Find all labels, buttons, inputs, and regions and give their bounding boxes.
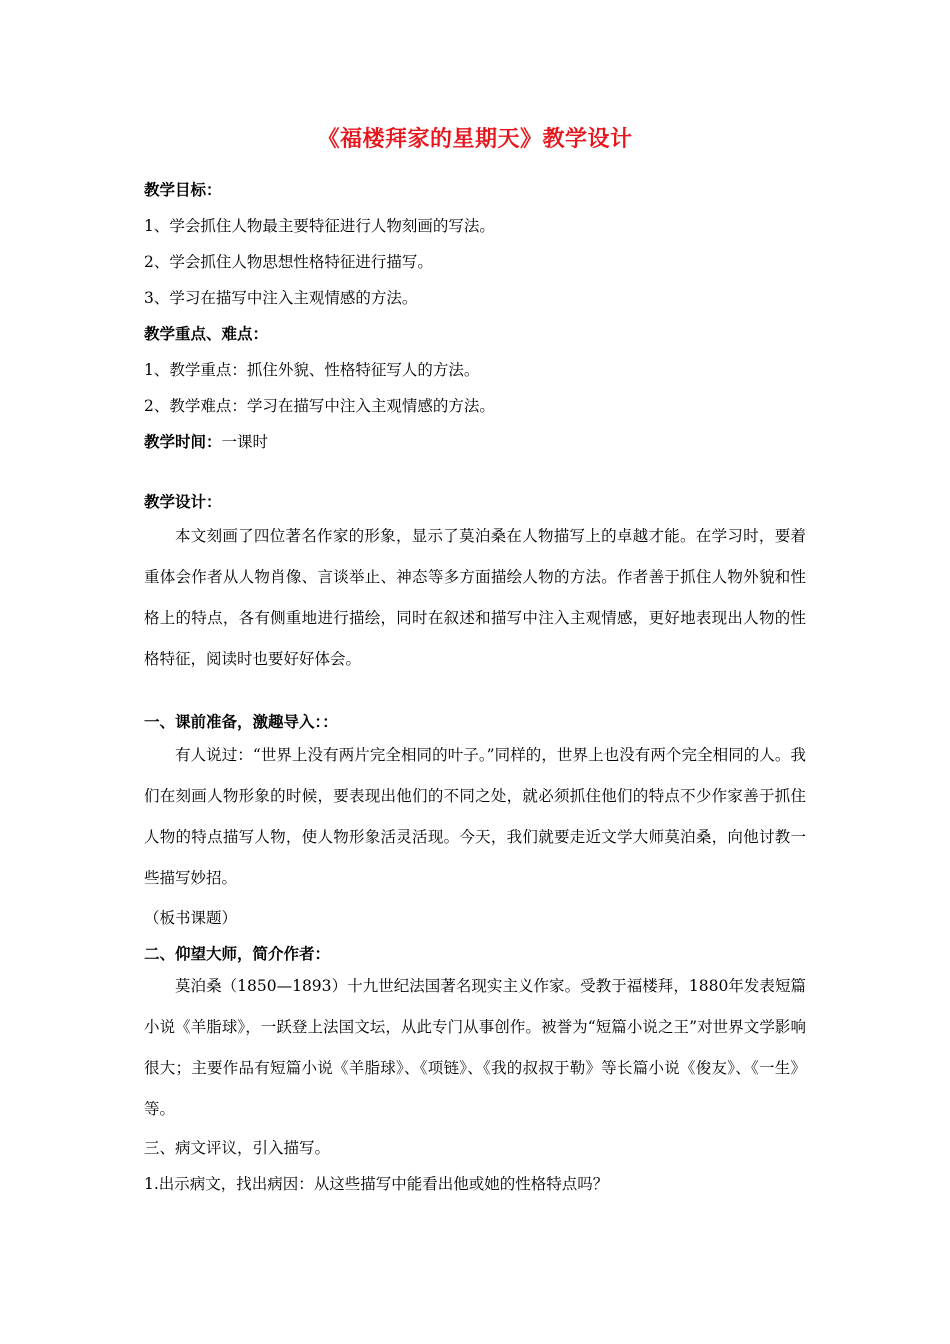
section2-paragraph: 莫泊桑（1850—1893）十九世纪法国著名现实主义作家。受教于福楼拜，1880年发表短篇小说《羊脂球》，一跃登上法国文坛，从此专门从事创作。被誉为“短篇小说之王”对世界文学影响很大；主要作品有短篇小说《羊脂球》、《项链》、《我的叔叔于勒》等长篇小说《俊友》、《一生》等。 (144, 977, 806, 1118)
goal-item-1: 1、学会抓住人物最主要特征进行人物刻画的写法。 (144, 217, 495, 235)
design-heading: 教学设计： (144, 492, 222, 511)
section1-heading: 一、课前准备，激趣导入：： (144, 712, 338, 731)
section1-paragraph: 有人说过：“世界上没有两片完全相同的叶子。”同样的，世界上也没有两个完全相同的人。我们在刻画人物形象的时候，要表现出他们的不同之处，就必须抓住他们的特点不少作家善于抓住人物的特点描写人物，使人物形象活灵活现。今天，我们就要走近文学大师莫泊桑，向他讨教一些描写妙招。 (144, 746, 806, 887)
section3-item-1: 1.出示病文，找出病因：从这些描写中能看出他或她的性格特点吗？ (144, 1175, 609, 1193)
goal-item-2: 2、学会抓住人物思想性格特征进行描写。 (144, 253, 433, 271)
key-point-2: 2、教学难点：学习在描写中注入主观情感的方法。 (144, 397, 495, 415)
document-title: 《福楼拜家的星期天》教学设计 (317, 126, 633, 152)
key-points-heading: 教学重点、难点： (144, 324, 269, 343)
teaching-time-value: 一课时 (221, 433, 269, 451)
section2-heading: 二、仰望大师，简介作者： (144, 944, 331, 963)
goal-item-3: 3、学习在描写中注入主观情感的方法。 (144, 289, 418, 307)
section3-heading: 三、病文评议，引入描写。 (144, 1139, 331, 1157)
teaching-time-label: 教学时间： (144, 432, 222, 451)
key-point-1: 1、教学重点：抓住外貌、性格特征写人的方法。 (144, 361, 480, 379)
teaching-time (144, 430, 814, 452)
design-paragraph: 本文刻画了四位著名作家的形象，显示了莫泊桑在人物描写上的卓越才能。在学习时，要着重体会作者从人物肖像、言谈举止、神态等多方面描绘人物的方法。作者善于抓住人物外貌和性格上的特点，各有侧重地进行描绘，同时在叙述和描写中注入主观情感，更好地表现出人物的性格特征，阅读时也要好好体会。 (144, 527, 806, 668)
goals-heading: 教学目标： (144, 180, 222, 199)
board-note: （板书课题） (144, 909, 238, 927)
